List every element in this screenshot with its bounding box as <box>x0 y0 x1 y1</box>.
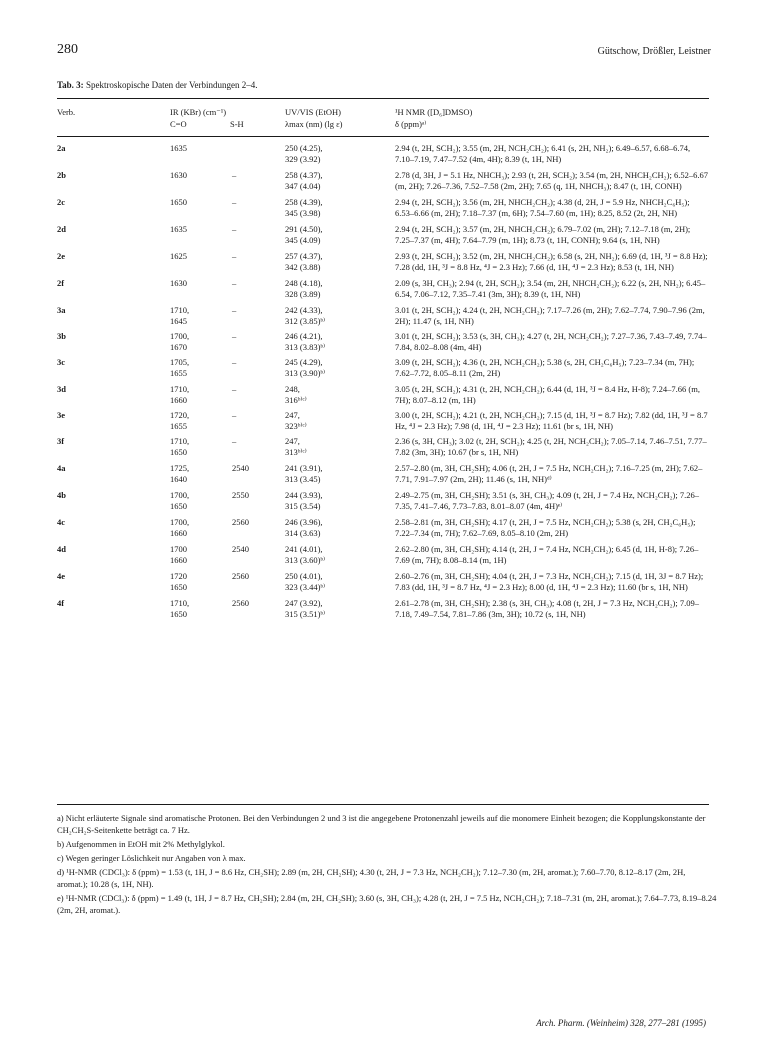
header-uv: UV/VIS (EtOH) <box>285 107 341 117</box>
ir-sh-value: 2540 <box>232 544 249 554</box>
uv-vis-value: 250 (4.01), 323 (3.44)ᵇ⁾ <box>285 571 326 592</box>
header-delta: δ (ppm)ᵃ⁾ <box>395 119 427 129</box>
uv-vis-value: 247, 323ᵇ⁾ᶜ⁾ <box>285 410 307 431</box>
nmr-value: 3.05 (t, 2H, SCH₂); 4.31 (t, 2H, NCH₂CH₂); 6.44 (d, 1H, ³J = 8.4 Hz, H-8); 7.24–7.66 (m, 7H); 8.07–8.12 (m, 1H) <box>395 384 700 405</box>
header-verb: Verb. <box>57 107 76 117</box>
footnote: b) Aufgenommen in EtOH mit 2% Methylglykol. <box>57 839 225 849</box>
table-row <box>57 410 709 432</box>
compound-id: 3e <box>57 410 66 420</box>
uv-vis-value: 258 (4.39), 345 (3.98) <box>285 197 323 218</box>
table-caption <box>57 80 258 90</box>
header-ir: IR (KBr) (cm⁻¹) <box>170 107 227 117</box>
table-row <box>57 305 709 327</box>
ir-sh-value: – <box>232 357 237 367</box>
table-row <box>57 436 709 458</box>
nmr-value: 2.93 (t, 2H, SCH₂); 3.52 (m, 2H, NHCH₂CH₂); 6.58 (s, 2H, NH₂); 6.69 (d, 1H, ³J = 8.8 Hz); 7.28 (dd, 1H, ³J = 8.8 Hz, ⁴J = 2.3 Hz); 7.66 (d, 1H, ⁴J = 2.3 Hz); 8.53 (t, 1H, NH) <box>395 251 708 272</box>
table-header-rule <box>57 136 709 137</box>
table-body <box>57 143 709 625</box>
footnote: d) ¹H-NMR (CDCl₃): δ (ppm) = 1.53 (t, 1H, J = 8.6 Hz, CH₂SH); 2.89 (m, 2H, CH₂SH); 4.30 (t, 2H, J = 7.3 Hz, NCH₂CH₂); 7.12–7.30 (m, 2H, aromat.); 7.60–7.70, 8.12–8.17 (2m, 2H, aromat.); 10.28 (s, 1H, NH). <box>57 867 686 889</box>
ir-sh-value: – <box>232 224 237 234</box>
table-row <box>57 571 709 593</box>
table-row <box>57 278 709 300</box>
nmr-value: 2.57–2.80 (m, 3H, CH₂SH); 4.06 (t, 2H, J = 7.5 Hz, NCH₂CH₂); 7.16–7.25 (m, 2H); 7.62–7.71, 7.91–7.97 (2m, 2H); 11.46 (s, 1H, NH)ᵈ⁾ <box>395 463 703 484</box>
table-row <box>57 517 709 539</box>
table-row <box>57 197 709 219</box>
nmr-value: 2.09 (s, 3H, CH₃); 2.94 (t, 2H, SCH₂); 3.54 (m, 2H, NHCH₂CH₂); 6.22 (s, 2H, NH₂); 6.45–6.54, 7.06–7.12, 7.35–7.41 (3m, 3H); 8.39 (t, 1H, NH) <box>395 278 706 299</box>
compound-id: 2e <box>57 251 66 261</box>
ir-sh-value: – <box>232 384 237 394</box>
header-sh: S-H <box>230 119 244 129</box>
compound-id: 2f <box>57 278 65 288</box>
compound-id: 3a <box>57 305 66 315</box>
compound-id: 4d <box>57 544 66 554</box>
ir-co-value: 1700, 1670 <box>170 331 190 352</box>
ir-co-value: 1635 <box>170 224 187 234</box>
journal-citation: Arch. Pharm. (Weinheim) 328, 277–281 (1995) <box>536 1018 706 1028</box>
ir-co-value: 1700, 1660 <box>170 517 190 538</box>
uv-vis-value: 257 (4.37), 342 (3.88) <box>285 251 323 272</box>
compound-id: 4f <box>57 598 65 608</box>
ir-co-value: 1710, 1650 <box>170 598 190 619</box>
ir-co-value: 1720 1650 <box>170 571 187 592</box>
ir-co-value: 1720, 1655 <box>170 410 190 431</box>
compound-id: 3b <box>57 331 66 341</box>
nmr-value: 3.09 (t, 2H, SCH₂); 4.36 (t, 2H, NCH₂CH₂); 5.38 (s, 2H, CH₂C₆H₅); 7.23–7.34 (m, 7H); 7.62–7.72, 8.05–8.11 (2m, 2H) <box>395 357 695 378</box>
ir-sh-value: – <box>232 436 237 446</box>
footnote: e) ¹H-NMR (CDCl₃): δ (ppm) = 1.49 (t, 1H, J = 8.7 Hz, CH₂SH); 2.84 (m, 2H, CH₂SH); 3.60 (s, 3H, CH₃); 4.28 (t, 2H, J = 7.5 Hz, NCH₂CH₂); 7.18–7.31 (m, 2H, aromat.); 7.64–7.73, 8.19–8.24 (2m, 2H, aromat.). <box>57 893 717 915</box>
uv-vis-value: 247 (3.92), 315 (3.51)ᵇ⁾ <box>285 598 326 619</box>
ir-sh-value: – <box>232 170 237 180</box>
footnote: c) Wegen geringer Löslichkeit nur Angaben von λ max. <box>57 853 246 863</box>
ir-sh-value: – <box>232 278 237 288</box>
header-nmr: ¹H NMR ([D₆]DMSO) <box>395 107 473 117</box>
nmr-value: 2.61–2.78 (m, 3H, CH₂SH); 2.38 (s, 3H, CH₃); 4.08 (t, 2H, J = 7.3 Hz, NCH₂CH₂); 7.09–7.18, 7.49–7.54, 7.81–7.86 (3m, 3H); 10.72 (s, 1H, NH) <box>395 598 699 619</box>
nmr-value: 2.58–2.81 (m, 3H, CH₂SH); 4.17 (t, 2H, J = 7.5 Hz, NCH₂CH₂); 5.38 (s, 2H, CH₂C₆H₅); 7.22–7.34 (m, 7H); 7.62–7.69, 8.05–8.10 (2m, 2H) <box>395 517 696 538</box>
uv-vis-value: 248, 316ᵇ⁾ᶜ⁾ <box>285 384 307 405</box>
ir-co-value: 1705, 1655 <box>170 357 190 378</box>
ir-co-value: 1725, 1640 <box>170 463 190 484</box>
ir-co-value: 1625 <box>170 251 187 261</box>
ir-sh-value: – <box>232 197 237 207</box>
nmr-value: 2.36 (s, 3H, CH₃); 3.02 (t, 2H, SCH₂); 4.25 (t, 2H, NCH₂CH₂); 7.05–7.14, 7.46–7.51, 7.77–7.82 (3m, 3H); 10.67 (br s, 1H, NH) <box>395 436 707 457</box>
uv-vis-value: 250 (4.25), 329 (3.92) <box>285 143 323 164</box>
table-row <box>57 251 709 273</box>
ir-sh-value: 2550 <box>232 490 249 500</box>
table-top-rule <box>57 98 709 99</box>
uv-vis-value: 242 (4.33), 312 (3.85)ᵇ⁾ <box>285 305 326 326</box>
table-row <box>57 224 709 246</box>
compound-id: 3f <box>57 436 65 446</box>
compound-id: 4e <box>57 571 66 581</box>
ir-co-value: 1630 <box>170 170 187 180</box>
uv-vis-value: 248 (4.18), 328 (3.89) <box>285 278 323 299</box>
compound-id: 2c <box>57 197 66 207</box>
table-row <box>57 544 709 566</box>
footnote: a) Nicht erläuterte Signale sind aromatische Protonen. Bei den Verbindungen 2 und 3 ist die angegebene Protonenzahl jeweils auf die monomere Einheit bezogen; die Kopplungskonstante der CH₂CH₂S-Seitenkette beträgt ca. 7 Hz. <box>57 813 706 835</box>
compound-id: 2b <box>57 170 66 180</box>
uv-vis-value: 258 (4.37), 347 (4.04) <box>285 170 323 191</box>
nmr-value: 2.94 (t, 2H, SCH₂); 3.56 (m, 2H, NHCH₂CH₂); 4.38 (d, 2H, J = 5.9 Hz, NHCH₂C₆H₅); 6.53–6.66 (m, 2H); 7.18–7.37 (m, 6H); 7.54–7.60 (m, 1H); 8.25, 8.52 (2t, 2H, NH) <box>395 197 690 218</box>
nmr-value: 2.94 (t, 2H, SCH₂); 3.55 (m, 2H, NCH₂CH₂); 6.41 (s, 2H, NH₂); 6.49–6.57, 6.68–6.74, 7.10–7.19, 7.47–7.52 (4m, 4H); 8.39 (t, 1H, NH) <box>395 143 691 164</box>
ir-co-value: 1700 1660 <box>170 544 187 565</box>
compound-id: 3d <box>57 384 66 394</box>
nmr-value: 2.49–2.75 (m, 3H, CH₂SH); 3.51 (s, 3H, CH₃); 4.09 (t, 2H, J = 7.4 Hz, NCH₂CH₂); 7.26–7.35, 7.41–7.46, 7.73–7.83, 8.01–8.07 (4m, 4H)ᵉ⁾ <box>395 490 699 511</box>
ir-sh-value: – <box>232 305 237 315</box>
ir-co-value: 1700, 1650 <box>170 490 190 511</box>
nmr-value: 2.62–2.80 (m, 3H, CH₂SH); 4.14 (t, 2H, J = 7.4 Hz, NCH₂CH₂); 6.45 (d, 1H, H-8); 7.26–7.69 (m, 7H); 8.08–8.14 (m, 1H) <box>395 544 699 565</box>
ir-sh-value: – <box>232 331 237 341</box>
footnotes <box>57 812 717 918</box>
compound-id: 4b <box>57 490 66 500</box>
nmr-value: 2.60–2.76 (m, 3H, CH₂SH); 4.04 (t, 2H, J = 7.3 Hz, NCH₂CH₂); 7.15 (d, 1H, 3J = 8.7 Hz); 7.83 (dd, 1H, ³J = 8.7 Hz, ⁴J = 2.3 Hz); 8.00 (d, 1H, ⁴J = 2.3 Hz); 11.60 (br s, 1H, NH) <box>395 571 704 592</box>
table-row <box>57 463 709 485</box>
table-row <box>57 357 709 379</box>
nmr-value: 3.01 (t, 2H, SCH₂); 3.53 (s, 3H, CH₃); 4.27 (t, 2H, NCH₂CH₂); 7.27–7.36, 7.43–7.49, 7.74–7.84, 8.02–8.08 (4m, 4H) <box>395 331 707 352</box>
ir-co-value: 1710, 1650 <box>170 436 190 457</box>
uv-vis-value: 246 (4.21), 313 (3.83)ᵇ⁾ <box>285 331 326 352</box>
ir-sh-value: – <box>232 251 237 261</box>
table-row <box>57 598 709 620</box>
table-row <box>57 143 709 165</box>
ir-co-value: 1635 <box>170 143 187 153</box>
ir-sh-value: 2560 <box>232 517 249 527</box>
nmr-value: 2.78 (d, 3H, J = 5.1 Hz, NHCH₃); 2.93 (t, 2H, SCH₂); 3.54 (m, 2H, NHCH₂CH₂); 6.52–6.67 (m, 2H); 7.26–7.36, 7.52–7.58 (2m, 2H); 7.65 (q, 1H, NHCH₃); 8.47 (t, 1H, CONH) <box>395 170 708 191</box>
ir-sh-value <box>232 143 285 165</box>
nmr-value: 2.94 (t, 2H, SCH₂); 3.57 (m, 2H, NHCH₂CH₂); 6.79–7.02 (m, 2H); 7.12–7.18 (m, 2H); 7.25–7.37 (m, 4H); 7.64–7.79 (m, 1H); 8.73 (t, 1H, CONH); 9.64 (s, 1H, NH) <box>395 224 691 245</box>
ir-co-value: 1630 <box>170 278 187 288</box>
nmr-value: 3.01 (t, 2H, SCH₂); 4.24 (t, 2H, NCH₂CH₂); 7.17–7.26 (m, 2H); 7.62–7.74, 7.90–7.96 (2m, 2H); 11.47 (s, 1H, NH) <box>395 305 705 326</box>
uv-vis-value: 246 (3.96), 314 (3.63) <box>285 517 323 538</box>
table-row <box>57 331 709 353</box>
uv-vis-value: 244 (3.93), 315 (3.54) <box>285 490 323 511</box>
uv-vis-value: 245 (4.29), 313 (3.90)ᵇ⁾ <box>285 357 326 378</box>
compound-id: 2d <box>57 224 66 234</box>
uv-vis-value: 247, 313ᵇ⁾ᶜ⁾ <box>285 436 307 457</box>
table-row <box>57 170 709 192</box>
ir-sh-value: 2560 <box>232 571 249 581</box>
ir-sh-value: 2560 <box>232 598 249 608</box>
compound-id: 4a <box>57 463 66 473</box>
table-row <box>57 384 709 406</box>
page-number: 280 <box>57 42 78 57</box>
ir-co-value: 1650 <box>170 197 187 207</box>
uv-vis-value: 241 (4.01), 313 (3.60)ᵇ⁾ <box>285 544 326 565</box>
running-head: Gütschow, Drößler, Leistner <box>597 46 711 57</box>
compound-id: 2a <box>57 143 66 153</box>
table-caption-text: Spektroskopische Daten der Verbindungen 2–4. <box>85 80 258 90</box>
ir-sh-value: 2540 <box>232 463 249 473</box>
header-co: C=O <box>170 119 187 129</box>
uv-vis-value: 241 (3.91), 313 (3.45) <box>285 463 323 484</box>
ir-co-value: 1710, 1645 <box>170 305 190 326</box>
compound-id: 4c <box>57 517 66 527</box>
ir-sh-value: – <box>232 410 237 420</box>
table-caption-label: Tab. 3: <box>57 80 84 90</box>
compound-id: 3c <box>57 357 66 367</box>
nmr-value: 3.00 (t, 2H, SCH₂); 4.21 (t, 2H, NCH₂CH₂); 7.15 (d, 1H, ³J = 8.7 Hz); 7.82 (dd, 1H, ³J = 8.7 Hz, ⁴J = 2.3 Hz); 7.98 (d, 1H, ⁴J = 2.3 Hz); 11.61 (br s, 1H, NH) <box>395 410 708 431</box>
header-lambda: λmax (nm) (lg ε) <box>285 119 343 129</box>
table-row <box>57 490 709 512</box>
table-bottom-rule <box>57 804 709 805</box>
uv-vis-value: 291 (4.50), 345 (4.09) <box>285 224 323 245</box>
ir-co-value: 1710, 1660 <box>170 384 190 405</box>
